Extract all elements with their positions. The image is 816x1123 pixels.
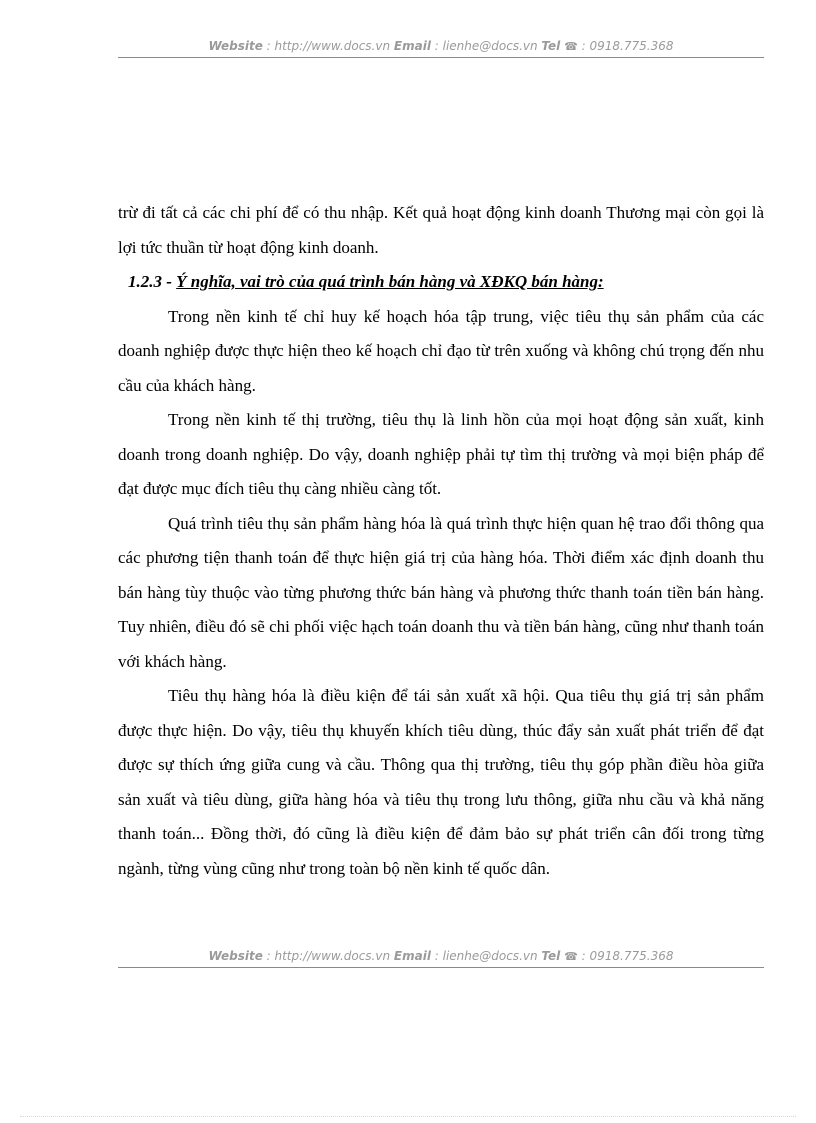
section-heading-title: Ý nghĩa, vai trò của quá trình bán hàng và XĐKQ bán hàng: xyxy=(176,272,604,291)
page-footer xyxy=(118,949,764,963)
footer-divider xyxy=(118,967,764,968)
paragraph-continuation: trừ đi tất cả các chi phí để có thu nhập. Kết quả hoạt động kinh doanh Thương mại còn gọi là lợi tức thuần từ hoạt động kinh doanh. xyxy=(118,203,764,257)
header-website-label: Website xyxy=(208,39,263,53)
paragraph: Quá trình tiêu thụ sản phẩm hàng hóa là quá trình thực hiện quan hệ trao đổi thông qua các phương tiện thanh toán để thực hiện giá trị của hàng hóa. Thời điểm xác định doanh thu bán hàng tùy thuộc vào từng phương thức bán hàng và phương thức thanh toán tiền bán hàng. Tuy nhiên, điều đó sẽ chi phối việc hạch toán doanh thu và tiền bán hàng, cũng như thanh toán với khách hàng. xyxy=(118,513,764,671)
header-website-url[interactable]: : http://www.docs.vn xyxy=(262,39,394,53)
phone-icon: ☎ xyxy=(564,950,578,963)
header-tel-label: Tel xyxy=(541,39,561,53)
header-tel-number: : 0918.775.368 xyxy=(577,39,674,53)
header-email-label: Email xyxy=(393,39,431,53)
footer-website-label: Website xyxy=(208,949,263,963)
footer-email-address[interactable]: : lienhe@docs.vn xyxy=(430,949,542,963)
paragraph: Trong nền kinh tế chỉ huy kế hoạch hóa tập trung, việc tiêu thụ sản phẩm của các doanh nghiệp được thực hiện theo kế hoạch chỉ đạo từ trên xuống và không chú trọng đến nhu cầu của khách hàng. xyxy=(118,306,764,395)
footer-email-label: Email xyxy=(393,949,431,963)
paragraph: Tiêu thụ hàng hóa là điều kiện để tái sản xuất xã hội. Qua tiêu thụ giá trị sản phẩm được thực hiện. Do vậy, tiêu thụ khuyến khích tiêu dùng, thúc đẩy sản xuất phát triển để đạt được sự thích ứng giữa cung và cầu. Thông qua thị trường, tiêu thụ góp phần điều hòa giữa sản xuất và tiêu dùng, giữa hàng hóa và tiêu thụ trong lưu thông, giữa nhu cầu và khả năng thanh toán... Đồng thời, đó cũng là điều kiện để đảm bảo sự phát triển cân đối trong từng ngành, từng vùng cũng như trong toàn bộ nền kinh tế quốc dân. xyxy=(118,686,764,878)
page-bottom-edge xyxy=(20,1116,796,1117)
footer-tel-number: : 0918.775.368 xyxy=(577,949,674,963)
header-divider xyxy=(118,57,764,58)
phone-icon: ☎ xyxy=(564,40,578,53)
page-header xyxy=(118,39,764,53)
section-heading-number: 1.2.3 - xyxy=(128,272,177,291)
paragraph: Trong nền kinh tế thị trường, tiêu thụ là linh hồn của mọi hoạt động sản xuất, kinh doanh trong doanh nghiệp. Do vậy, doanh nghiệp phải tự tìm thị trường và mọi biện pháp để đạt được mục đích tiêu thụ càng nhiều càng tốt. xyxy=(118,410,764,498)
section-heading xyxy=(118,265,764,300)
header-email-address[interactable]: : lienhe@docs.vn xyxy=(430,39,542,53)
footer-website-url[interactable]: : http://www.docs.vn xyxy=(262,949,394,963)
document-body xyxy=(118,196,764,886)
footer-tel-label: Tel xyxy=(541,949,561,963)
